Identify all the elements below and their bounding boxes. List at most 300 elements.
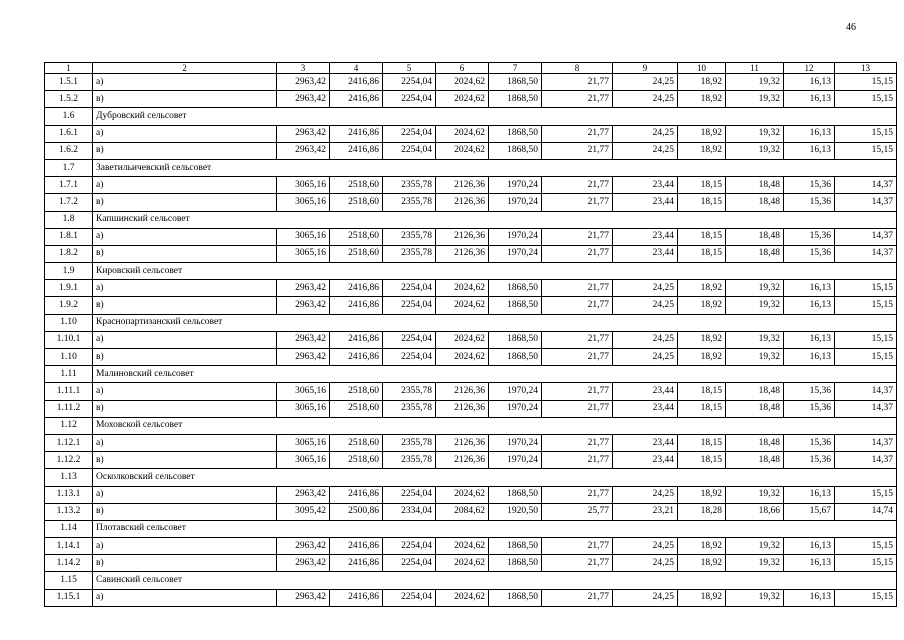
value-cell: 21,77 xyxy=(542,400,613,417)
row-subitem-cell: в) xyxy=(93,194,277,211)
value-cell: 2963,42 xyxy=(277,589,330,606)
value-cell: 15,15 xyxy=(835,297,897,314)
value-cell: 14,74 xyxy=(835,503,897,520)
row-code-cell: 1.6.2 xyxy=(45,142,93,159)
section-heading-row xyxy=(45,108,897,125)
value-cell: 19,32 xyxy=(726,486,784,503)
value-cell: 2963,42 xyxy=(277,125,330,142)
value-cell: 2416,86 xyxy=(330,555,383,572)
value-cell: 19,32 xyxy=(726,125,784,142)
section-heading-row xyxy=(45,314,897,331)
value-cell: 16,13 xyxy=(784,125,835,142)
value-cell: 18,48 xyxy=(726,177,784,194)
column-number-header: 12 xyxy=(784,63,835,74)
row-subitem-cell: а) xyxy=(93,74,277,91)
value-cell: 23,21 xyxy=(613,503,678,520)
value-cell: 18,48 xyxy=(726,383,784,400)
row-code-cell: 1.6 xyxy=(45,108,93,125)
row-code-cell: 1.14.1 xyxy=(45,538,93,555)
section-title-cell: Краснопартизанский сельсовет xyxy=(93,314,897,331)
row-subitem-cell: в) xyxy=(93,142,277,159)
section-title-cell: Капшинский сельсовет xyxy=(93,211,897,228)
value-cell: 21,77 xyxy=(542,349,613,366)
value-cell: 16,13 xyxy=(784,142,835,159)
row-code-cell: 1.15 xyxy=(45,572,93,589)
section-heading-row xyxy=(45,366,897,383)
value-cell: 23,44 xyxy=(613,400,678,417)
value-cell: 15,15 xyxy=(835,538,897,555)
row-subitem-cell: в) xyxy=(93,400,277,417)
value-cell: 15,15 xyxy=(835,74,897,91)
value-cell: 19,32 xyxy=(726,349,784,366)
value-cell: 18,92 xyxy=(678,125,726,142)
value-cell: 25,77 xyxy=(542,503,613,520)
row-code-cell: 1.12.2 xyxy=(45,452,93,469)
row-subitem-cell: в) xyxy=(93,452,277,469)
value-cell: 18,66 xyxy=(726,503,784,520)
value-cell: 18,15 xyxy=(678,228,726,245)
column-number-header: 7 xyxy=(489,63,542,74)
value-cell: 24,25 xyxy=(613,91,678,108)
value-cell: 1868,50 xyxy=(489,331,542,348)
value-cell: 18,48 xyxy=(726,452,784,469)
value-cell: 21,77 xyxy=(542,383,613,400)
value-cell: 19,32 xyxy=(726,538,784,555)
value-cell: 2254,04 xyxy=(383,555,436,572)
row-subitem-cell: а) xyxy=(93,434,277,451)
value-cell: 24,25 xyxy=(613,555,678,572)
table-row xyxy=(45,434,897,451)
value-cell: 2126,36 xyxy=(436,177,489,194)
value-cell: 24,25 xyxy=(613,331,678,348)
value-cell: 1868,50 xyxy=(489,555,542,572)
value-cell: 1868,50 xyxy=(489,142,542,159)
value-cell: 2355,78 xyxy=(383,177,436,194)
value-cell: 3065,16 xyxy=(277,434,330,451)
value-cell: 1970,24 xyxy=(489,177,542,194)
column-number-header: 13 xyxy=(835,63,897,74)
value-cell: 2254,04 xyxy=(383,91,436,108)
value-cell: 21,77 xyxy=(542,91,613,108)
value-cell: 18,92 xyxy=(678,538,726,555)
section-title-cell: Заветильичевский сельсовет xyxy=(93,159,897,176)
value-cell: 18,15 xyxy=(678,434,726,451)
value-cell: 2518,60 xyxy=(330,400,383,417)
value-cell: 3065,16 xyxy=(277,228,330,245)
value-cell: 2963,42 xyxy=(277,297,330,314)
value-cell: 2355,78 xyxy=(383,228,436,245)
value-cell: 23,44 xyxy=(613,383,678,400)
section-heading-row xyxy=(45,263,897,280)
value-cell: 21,77 xyxy=(542,538,613,555)
value-cell: 15,15 xyxy=(835,555,897,572)
value-cell: 21,77 xyxy=(542,434,613,451)
value-cell: 23,44 xyxy=(613,194,678,211)
value-cell: 2024,62 xyxy=(436,297,489,314)
table-row xyxy=(45,383,897,400)
value-cell: 2416,86 xyxy=(330,589,383,606)
value-cell: 2254,04 xyxy=(383,142,436,159)
value-cell: 19,32 xyxy=(726,91,784,108)
value-cell: 2024,62 xyxy=(436,280,489,297)
value-cell: 2518,60 xyxy=(330,245,383,262)
value-cell: 1970,24 xyxy=(489,245,542,262)
table-row xyxy=(45,280,897,297)
value-cell: 2963,42 xyxy=(277,486,330,503)
table-row xyxy=(45,349,897,366)
row-code-cell: 1.9 xyxy=(45,263,93,280)
value-cell: 2416,86 xyxy=(330,297,383,314)
value-cell: 18,15 xyxy=(678,194,726,211)
value-cell: 14,37 xyxy=(835,452,897,469)
value-cell: 14,37 xyxy=(835,434,897,451)
value-cell: 18,92 xyxy=(678,142,726,159)
row-subitem-cell: в) xyxy=(93,245,277,262)
value-cell: 23,44 xyxy=(613,434,678,451)
row-subitem-cell: а) xyxy=(93,486,277,503)
value-cell: 3065,16 xyxy=(277,383,330,400)
value-cell: 2254,04 xyxy=(383,589,436,606)
value-cell: 18,15 xyxy=(678,400,726,417)
value-cell: 16,13 xyxy=(784,555,835,572)
value-cell: 21,77 xyxy=(542,331,613,348)
value-cell: 2024,62 xyxy=(436,555,489,572)
value-cell: 15,15 xyxy=(835,589,897,606)
value-cell: 15,36 xyxy=(784,245,835,262)
value-cell: 3095,42 xyxy=(277,503,330,520)
value-cell: 2518,60 xyxy=(330,452,383,469)
value-cell: 16,13 xyxy=(784,280,835,297)
row-code-cell: 1.12.1 xyxy=(45,434,93,451)
value-cell: 2024,62 xyxy=(436,125,489,142)
value-cell: 1868,50 xyxy=(489,538,542,555)
row-subitem-cell: в) xyxy=(93,555,277,572)
row-code-cell: 1.11 xyxy=(45,366,93,383)
value-cell: 18,48 xyxy=(726,245,784,262)
row-code-cell: 1.7.1 xyxy=(45,177,93,194)
value-cell: 2355,78 xyxy=(383,383,436,400)
value-cell: 15,15 xyxy=(835,125,897,142)
column-number-header: 3 xyxy=(277,63,330,74)
table-row xyxy=(45,91,897,108)
value-cell: 18,92 xyxy=(678,589,726,606)
value-cell: 14,37 xyxy=(835,245,897,262)
value-cell: 15,15 xyxy=(835,91,897,108)
value-cell: 3065,16 xyxy=(277,177,330,194)
value-cell: 3065,16 xyxy=(277,245,330,262)
value-cell: 24,25 xyxy=(613,297,678,314)
row-subitem-cell: в) xyxy=(93,503,277,520)
value-cell: 2518,60 xyxy=(330,383,383,400)
value-cell: 16,13 xyxy=(784,74,835,91)
column-number-header: 8 xyxy=(542,63,613,74)
value-cell: 2024,62 xyxy=(436,331,489,348)
value-cell: 15,67 xyxy=(784,503,835,520)
row-subitem-cell: а) xyxy=(93,538,277,555)
value-cell: 16,13 xyxy=(784,91,835,108)
row-subitem-cell: в) xyxy=(93,349,277,366)
value-cell: 24,25 xyxy=(613,486,678,503)
value-cell: 1868,50 xyxy=(489,349,542,366)
value-cell: 14,37 xyxy=(835,194,897,211)
table-row xyxy=(45,297,897,314)
row-code-cell: 1.5.1 xyxy=(45,74,93,91)
table-row xyxy=(45,74,897,91)
value-cell: 1868,50 xyxy=(489,125,542,142)
row-code-cell: 1.9.1 xyxy=(45,280,93,297)
row-code-cell: 1.8 xyxy=(45,211,93,228)
value-cell: 3065,16 xyxy=(277,400,330,417)
value-cell: 23,44 xyxy=(613,177,678,194)
value-cell: 15,36 xyxy=(784,177,835,194)
table-row xyxy=(45,228,897,245)
value-cell: 14,37 xyxy=(835,400,897,417)
value-cell: 2254,04 xyxy=(383,297,436,314)
value-cell: 2126,36 xyxy=(436,383,489,400)
value-cell: 19,32 xyxy=(726,589,784,606)
table-row xyxy=(45,452,897,469)
value-cell: 15,15 xyxy=(835,486,897,503)
value-cell: 2963,42 xyxy=(277,91,330,108)
value-cell: 2518,60 xyxy=(330,194,383,211)
value-cell: 2126,36 xyxy=(436,400,489,417)
value-cell: 15,36 xyxy=(784,452,835,469)
value-cell: 3065,16 xyxy=(277,452,330,469)
value-cell: 21,77 xyxy=(542,245,613,262)
value-cell: 2518,60 xyxy=(330,228,383,245)
value-cell: 16,13 xyxy=(784,297,835,314)
value-cell: 2963,42 xyxy=(277,74,330,91)
row-subitem-cell: а) xyxy=(93,589,277,606)
value-cell: 2963,42 xyxy=(277,538,330,555)
value-cell: 2416,86 xyxy=(330,74,383,91)
value-cell: 21,77 xyxy=(542,280,613,297)
value-cell: 16,13 xyxy=(784,349,835,366)
value-cell: 2963,42 xyxy=(277,331,330,348)
value-cell: 2254,04 xyxy=(383,74,436,91)
table-row xyxy=(45,486,897,503)
value-cell: 15,36 xyxy=(784,434,835,451)
row-subitem-cell: а) xyxy=(93,331,277,348)
row-code-cell: 1.11.2 xyxy=(45,400,93,417)
value-cell: 2254,04 xyxy=(383,125,436,142)
row-subitem-cell: в) xyxy=(93,297,277,314)
value-cell: 2254,04 xyxy=(383,538,436,555)
value-cell: 21,77 xyxy=(542,555,613,572)
row-code-cell: 1.8.1 xyxy=(45,228,93,245)
value-cell: 1970,24 xyxy=(489,434,542,451)
value-cell: 19,32 xyxy=(726,74,784,91)
row-subitem-cell: в) xyxy=(93,91,277,108)
value-cell: 18,92 xyxy=(678,91,726,108)
row-code-cell: 1.8.2 xyxy=(45,245,93,262)
value-cell: 15,36 xyxy=(784,228,835,245)
value-cell: 18,92 xyxy=(678,74,726,91)
value-cell: 2254,04 xyxy=(383,280,436,297)
row-code-cell: 1.15.1 xyxy=(45,589,93,606)
row-code-cell: 1.12 xyxy=(45,417,93,434)
value-cell: 1970,24 xyxy=(489,228,542,245)
value-cell: 23,44 xyxy=(613,245,678,262)
value-cell: 18,28 xyxy=(678,503,726,520)
row-code-cell: 1.11.1 xyxy=(45,383,93,400)
column-number-header: 1 xyxy=(45,63,93,74)
value-cell: 15,36 xyxy=(784,194,835,211)
value-cell: 1920,50 xyxy=(489,503,542,520)
value-cell: 2126,36 xyxy=(436,245,489,262)
tariff-table xyxy=(44,62,897,607)
section-title-cell: Дубровский сельсовет xyxy=(93,108,897,125)
value-cell: 1970,24 xyxy=(489,383,542,400)
column-number-header: 9 xyxy=(613,63,678,74)
value-cell: 16,13 xyxy=(784,486,835,503)
column-number-header: 2 xyxy=(93,63,277,74)
row-code-cell: 1.14 xyxy=(45,520,93,537)
value-cell: 14,37 xyxy=(835,383,897,400)
page-number: 46 xyxy=(846,22,856,33)
value-cell: 19,32 xyxy=(726,331,784,348)
value-cell: 2024,62 xyxy=(436,91,489,108)
section-heading-row xyxy=(45,417,897,434)
value-cell: 3065,16 xyxy=(277,194,330,211)
value-cell: 2355,78 xyxy=(383,434,436,451)
value-cell: 24,25 xyxy=(613,125,678,142)
section-title-cell: Осколковский сельсовет xyxy=(93,469,897,486)
row-code-cell: 1.7 xyxy=(45,159,93,176)
value-cell: 19,32 xyxy=(726,142,784,159)
value-cell: 2254,04 xyxy=(383,331,436,348)
value-cell: 2355,78 xyxy=(383,245,436,262)
value-cell: 18,48 xyxy=(726,194,784,211)
value-cell: 2355,78 xyxy=(383,452,436,469)
value-cell: 19,32 xyxy=(726,297,784,314)
value-cell: 14,37 xyxy=(835,177,897,194)
value-cell: 2416,86 xyxy=(330,125,383,142)
value-cell: 2126,36 xyxy=(436,434,489,451)
section-heading-row xyxy=(45,520,897,537)
value-cell: 24,25 xyxy=(613,74,678,91)
table-row xyxy=(45,142,897,159)
value-cell: 23,44 xyxy=(613,228,678,245)
row-subitem-cell: а) xyxy=(93,177,277,194)
value-cell: 18,92 xyxy=(678,331,726,348)
value-cell: 16,13 xyxy=(784,538,835,555)
value-cell: 15,15 xyxy=(835,349,897,366)
section-heading-row xyxy=(45,211,897,228)
value-cell: 15,15 xyxy=(835,142,897,159)
value-cell: 23,44 xyxy=(613,452,678,469)
column-number-header: 5 xyxy=(383,63,436,74)
value-cell: 2518,60 xyxy=(330,434,383,451)
value-cell: 21,77 xyxy=(542,125,613,142)
section-heading-row xyxy=(45,572,897,589)
table-row xyxy=(45,177,897,194)
value-cell: 2416,86 xyxy=(330,538,383,555)
value-cell: 2254,04 xyxy=(383,349,436,366)
row-code-cell: 1.10 xyxy=(45,314,93,331)
value-cell: 2416,86 xyxy=(330,91,383,108)
section-heading-row xyxy=(45,159,897,176)
column-number-header: 6 xyxy=(436,63,489,74)
section-title-cell: Малиновский сельсовет xyxy=(93,366,897,383)
value-cell: 21,77 xyxy=(542,228,613,245)
value-cell: 21,77 xyxy=(542,194,613,211)
row-code-cell: 1.9.2 xyxy=(45,297,93,314)
value-cell: 2355,78 xyxy=(383,400,436,417)
value-cell: 1970,24 xyxy=(489,400,542,417)
table-row xyxy=(45,555,897,572)
value-cell: 2416,86 xyxy=(330,486,383,503)
value-cell: 14,37 xyxy=(835,228,897,245)
table-row xyxy=(45,331,897,348)
row-subitem-cell: а) xyxy=(93,125,277,142)
column-number-header: 4 xyxy=(330,63,383,74)
table-row xyxy=(45,125,897,142)
value-cell: 2024,62 xyxy=(436,486,489,503)
table-row xyxy=(45,538,897,555)
row-code-cell: 1.13.1 xyxy=(45,486,93,503)
value-cell: 1868,50 xyxy=(489,280,542,297)
section-heading-row xyxy=(45,469,897,486)
value-cell: 16,13 xyxy=(784,589,835,606)
value-cell: 18,15 xyxy=(678,452,726,469)
value-cell: 21,77 xyxy=(542,142,613,159)
value-cell: 1970,24 xyxy=(489,452,542,469)
row-code-cell: 1.14.2 xyxy=(45,555,93,572)
value-cell: 2416,86 xyxy=(330,331,383,348)
value-cell: 2963,42 xyxy=(277,349,330,366)
value-cell: 2254,04 xyxy=(383,486,436,503)
table-row xyxy=(45,400,897,417)
value-cell: 2416,86 xyxy=(330,349,383,366)
section-title-cell: Моховской сельсовет xyxy=(93,417,897,434)
row-subitem-cell: а) xyxy=(93,228,277,245)
value-cell: 16,13 xyxy=(784,331,835,348)
value-cell: 15,36 xyxy=(784,383,835,400)
section-title-cell: Кировский сельсовет xyxy=(93,263,897,280)
value-cell: 2024,62 xyxy=(436,142,489,159)
value-cell: 24,25 xyxy=(613,349,678,366)
column-numbers-row xyxy=(45,63,897,74)
value-cell: 1868,50 xyxy=(489,297,542,314)
section-title-cell: Плотавский сельсовет xyxy=(93,520,897,537)
value-cell: 24,25 xyxy=(613,589,678,606)
column-number-header: 11 xyxy=(726,63,784,74)
row-code-cell: 1.13 xyxy=(45,469,93,486)
value-cell: 15,15 xyxy=(835,280,897,297)
value-cell: 2024,62 xyxy=(436,538,489,555)
value-cell: 24,25 xyxy=(613,538,678,555)
table-row xyxy=(45,245,897,262)
value-cell: 1868,50 xyxy=(489,486,542,503)
value-cell: 2963,42 xyxy=(277,280,330,297)
value-cell: 21,77 xyxy=(542,589,613,606)
value-cell: 2518,60 xyxy=(330,177,383,194)
value-cell: 18,15 xyxy=(678,177,726,194)
row-code-cell: 1.7.2 xyxy=(45,194,93,211)
value-cell: 1868,50 xyxy=(489,91,542,108)
value-cell: 21,77 xyxy=(542,297,613,314)
value-cell: 2084,62 xyxy=(436,503,489,520)
value-cell: 1868,50 xyxy=(489,74,542,91)
value-cell: 2500,86 xyxy=(330,503,383,520)
section-title-cell: Савинский сельсовет xyxy=(93,572,897,589)
value-cell: 2963,42 xyxy=(277,555,330,572)
row-code-cell: 1.10 xyxy=(45,349,93,366)
row-subitem-cell: а) xyxy=(93,383,277,400)
value-cell: 2024,62 xyxy=(436,74,489,91)
row-code-cell: 1.10.1 xyxy=(45,331,93,348)
